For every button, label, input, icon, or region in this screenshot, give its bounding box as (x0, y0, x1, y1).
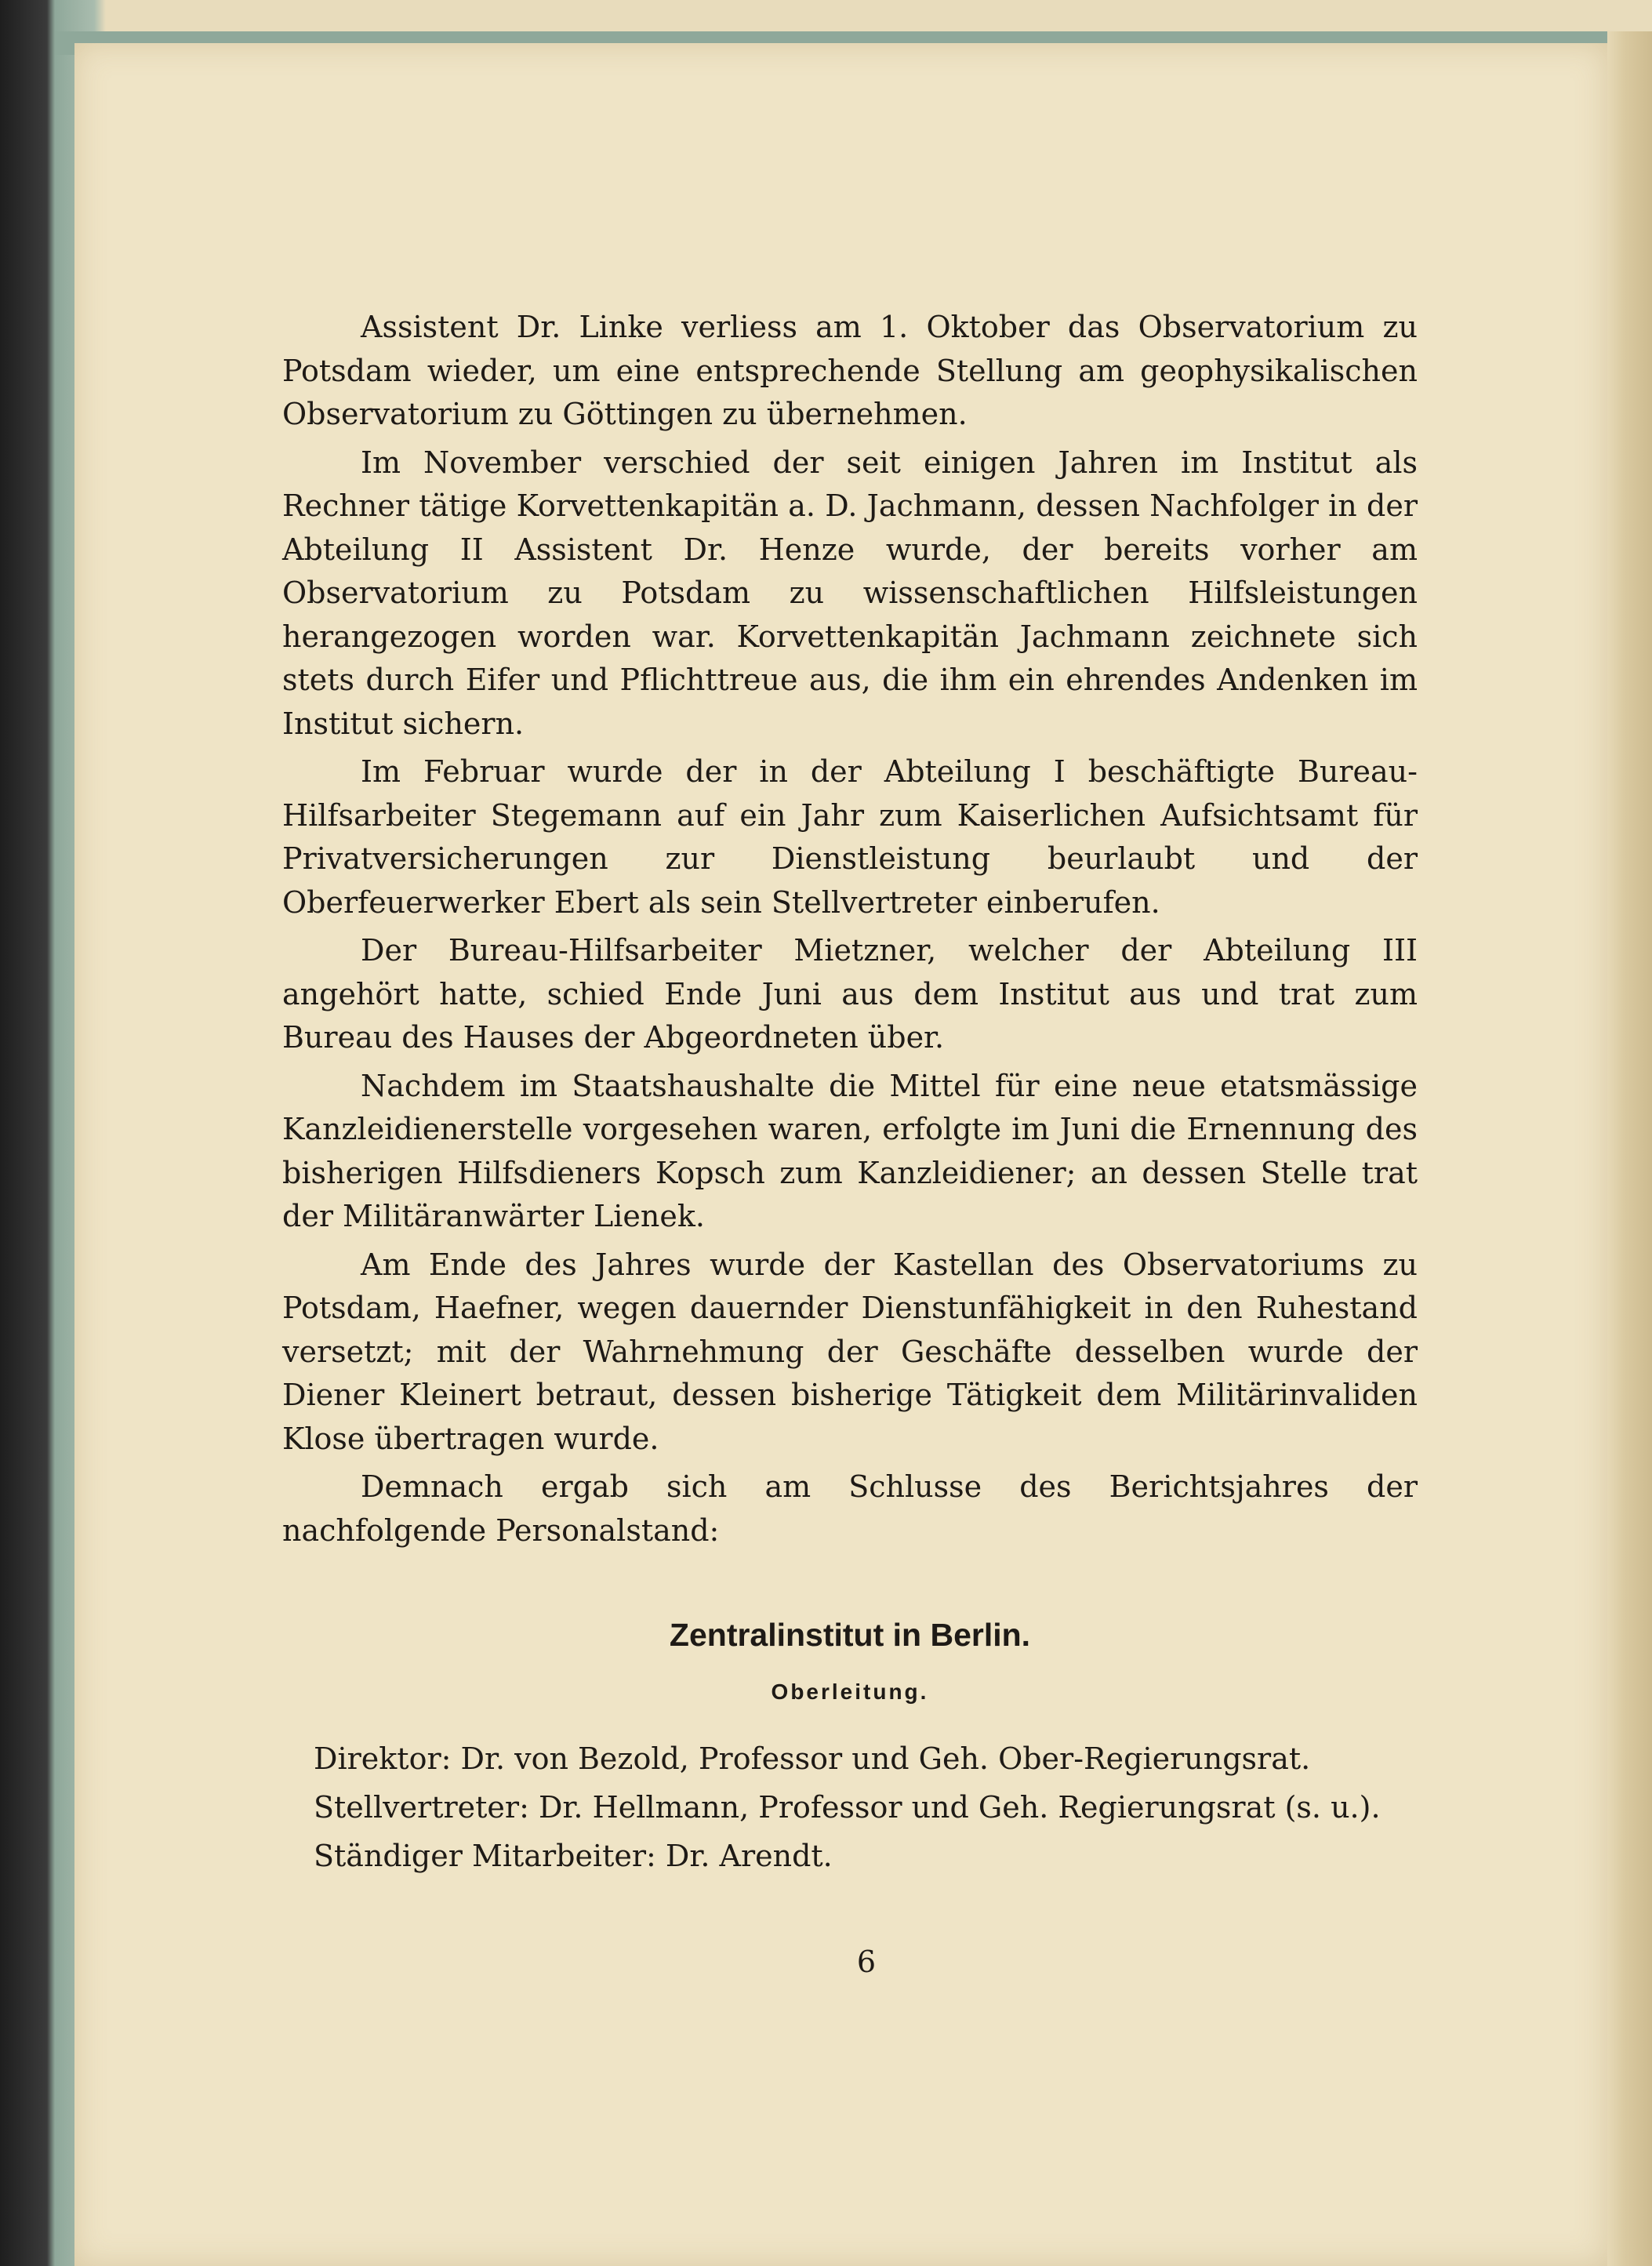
text-block (282, 306, 1418, 1879)
page-stack-edge (1607, 31, 1652, 2266)
paragraph-jachmann: Im November verschied der seit einigen Jahren im Institut als Rechner tätige Korvettenkapitän a. D. Jachmann, dessen Nachfolger in der Abteilung II Assistent Dr. Henze wurde, der bereits vorher am Observatorium zu Potsdam zu wissenschaftlichen Hilfsleistungen herangezogen worden war. Korvettenkapitän Jachmann zeichnete sich stets durch Eifer und Pflichttreue aus, die ihm ein ehrendes Andenken im Institut sichern. (282, 445, 1418, 741)
section-heading: Zentralinstitut in Berlin. (669, 1617, 1031, 1653)
paragraph-stegemann: Im Februar wurde der in der Abteilung I beschäftigte Bureau-Hilfsarbeiter Stegemann auf ein Jahr zum Kaiserlichen Aufsichtsamt für Privatversicherungen zur Dienstleistung beurlaubt und der Oberfeuerwerker Ebert als sein Stellvertreter einberufen. (282, 754, 1418, 920)
paragraph-haefner: Am Ende des Jahres wurde der Kastellan des Observatoriums zu Potsdam, Haefner, wegen dauernder Dienstunfähigkeit in den Ruhestand versetzt; mit der Wahrnehmung der Geschäfte desselben wurde der Diener Kleinert betraut, dessen bisherige Tätigkeit dem Militärinvaliden Klose übertragen wurde. (282, 1247, 1418, 1456)
paragraph-mietzner: Der Bureau-Hilfsarbeiter Mietzner, welcher der Abteilung III angehört hatte, schied Ende Juni aus dem Institut aus und trat zum Bureau des Hauses der Abgeordneten über. (282, 933, 1418, 1055)
paragraph-personalstand: Demnach ergab sich am Schlusse des Berichtsjahres der nachfolgende Personalstand: (282, 1469, 1418, 1548)
staff-entry-stellvertreter: Stellvertreter: Dr. Hellmann, Professor und Geh. Regierungsrat (s. u.). (314, 1790, 1381, 1825)
paragraph-linke: Assistent Dr. Linke verliess am 1. Oktober das Observatorium zu Potsdam wieder, um eine entsprechende Stellung am geophysikalischen Observatorium zu Göttingen zu übernehmen. (282, 310, 1418, 431)
staff-entry-mitarbeiter: Ständiger Mitarbeiter: Dr. Arendt. (314, 1839, 833, 1873)
staff-entry-direktor: Direktor: Dr. von Bezold, Professor und Geh. Ober-Regierungsrat. (314, 1741, 1311, 1776)
subsection-heading: Oberleitung. (771, 1680, 929, 1704)
page-number: 6 (856, 1945, 877, 1979)
paragraph-kopsch: Nachdem im Staatshaushalte die Mittel für eine neue etatsmässige Kanzleidienerstelle vorgesehen waren, erfolgte im Juni die Ernennung des bisherigen Hilfsdieners Kopsch zum Kanzleidiener; an dessen Stelle trat der Militäranwärter Lienek. (282, 1068, 1418, 1233)
